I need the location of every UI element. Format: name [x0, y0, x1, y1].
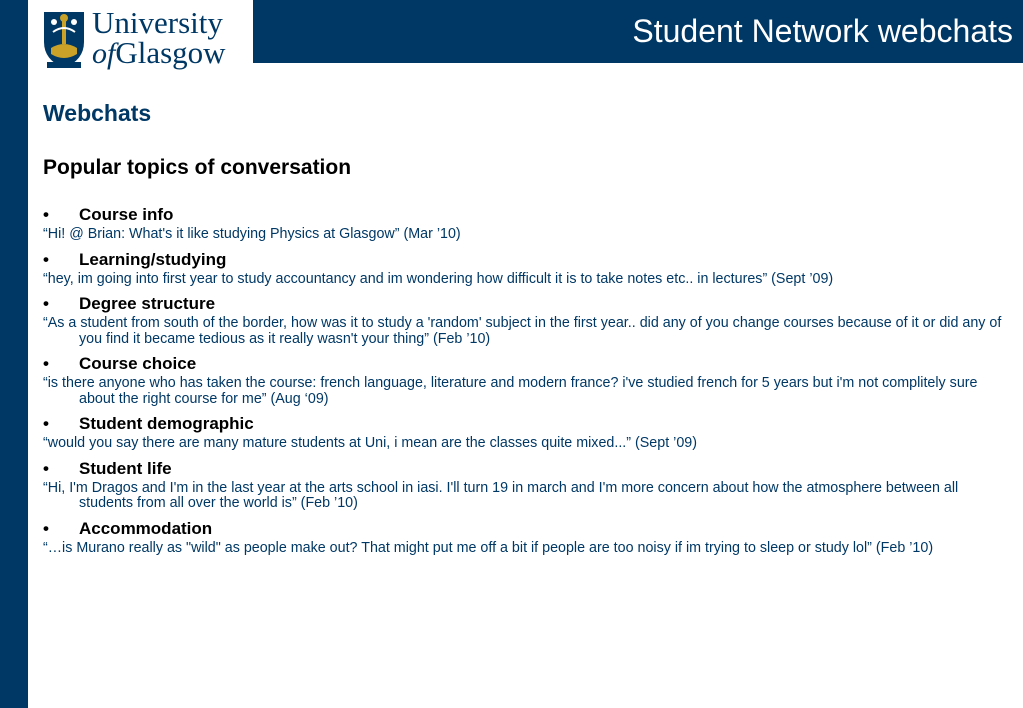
- bullet: •: [43, 249, 49, 269]
- university-logo: [28, 0, 253, 75]
- subtitle: Popular topics of conversation: [43, 156, 352, 179]
- topic-item: [43, 204, 1013, 225]
- topic-item: [43, 413, 1013, 434]
- bullet: •: [43, 354, 49, 373]
- topic-quote: “would you say there are many mature students at Uni, i mean are the classes quite mixed...” (Sept ’09): [43, 435, 697, 451]
- topic-item: [43, 518, 1013, 539]
- topic-quote: “Hi! @ Brian: What's it like studying Physics at Glasgow” (Mar ’10): [43, 226, 461, 242]
- bullet: •: [43, 458, 49, 478]
- topic-label: Course choice: [79, 354, 197, 373]
- topic-list: [43, 204, 1013, 556]
- logo-line-glasgow: [92, 35, 226, 70]
- topic-quote: “hey, im going into first year to study accountancy and im wondering how difficult it is to take notes etc.. in lectures” (Sept ’09): [43, 270, 834, 287]
- topic-quote: “Hi, I'm Dragos and I'm in the last year at the arts school in iasi. I'll turn 19 in march and I'm more concern about how the atmosphere between all students from all over the world is” (Feb ’10): [43, 479, 959, 511]
- topic-quote: “…is Murano really as "wild" as people make out? That might put me off a bit if people are too noisy if im trying to sleep or study lol” (Feb ’10): [43, 539, 934, 556]
- topic-label: Accommodation: [79, 518, 213, 538]
- topic-label: Degree structure: [79, 294, 216, 313]
- bullet: •: [43, 518, 49, 538]
- main-content: [43, 98, 1013, 556]
- topic-label: Course info: [79, 205, 174, 224]
- logo-glasgow: Glasgow: [115, 35, 226, 70]
- topic-item: [43, 249, 1013, 270]
- topic-label: Learning/studying: [79, 249, 227, 269]
- logo-of: of: [92, 37, 116, 70]
- logo-wordmark: [92, 5, 226, 70]
- topic-quote: “As a student from south of the border, how was it to study a 'random' subject in the first year.. did any of you change courses because of it or did any of you find it became tedious as it really wasn't your thing” (Feb ’10): [43, 315, 1002, 347]
- section-title: Webchats: [43, 100, 152, 126]
- topic-label: Student life: [79, 458, 172, 478]
- bullet: •: [43, 205, 49, 224]
- logo-line-university: University: [92, 5, 223, 40]
- bullet: •: [43, 294, 49, 313]
- bullet: •: [43, 414, 49, 433]
- topic-label: Student demographic: [79, 414, 254, 433]
- university-crest-icon: [43, 10, 85, 70]
- topic-item: [43, 353, 1013, 374]
- topic-quote: “is there anyone who has taken the course: french language, literature and modern france? i've studied french for 5 years but i'm not complitely sure about the right course for me” (Aug ‘09): [43, 375, 978, 407]
- topic-item: [43, 293, 1013, 314]
- topic-item: [43, 458, 1013, 479]
- slide-title: Student Network webchats: [632, 13, 1013, 49]
- left-sidebar-bar: [0, 0, 28, 708]
